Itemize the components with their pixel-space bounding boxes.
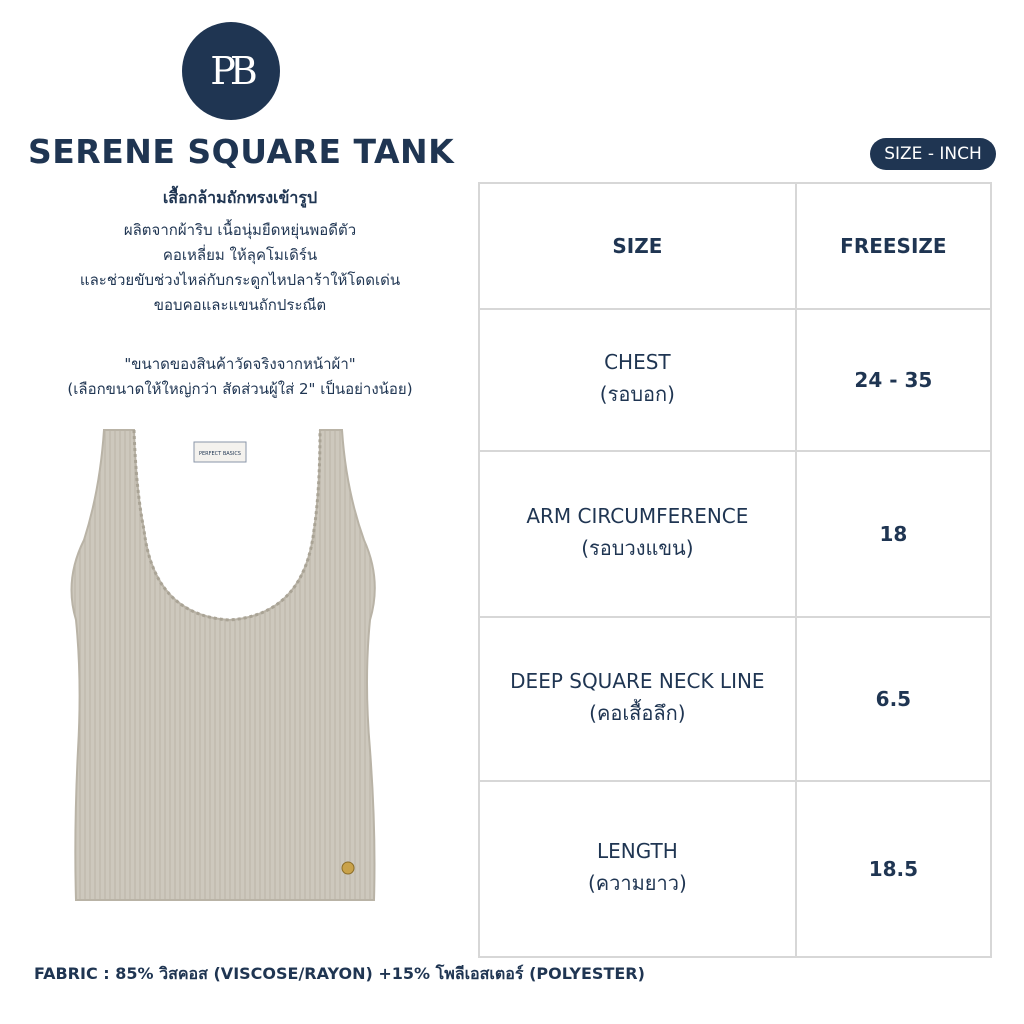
gold-emblem — [342, 862, 354, 874]
row-label-cell — [479, 309, 796, 451]
table-row — [479, 781, 991, 957]
size-unit-badge: SIZE - INCH — [870, 138, 996, 170]
row-value: 24 - 35 — [796, 309, 991, 451]
product-title: SERENE SQUARE TANK — [28, 132, 455, 171]
product-image — [64, 420, 394, 910]
tank-body — [72, 430, 375, 900]
row-label: CHEST — [604, 350, 671, 374]
table-header-row — [479, 183, 991, 309]
note-line: (เลือกขนาดให้ใหญ่กว่า สัดส่วนผู้ใส่ 2" เป็นอย่างน้อย) — [67, 380, 413, 398]
row-label: LENGTH — [596, 839, 678, 863]
brand-label-text: PERFECT BASICS — [199, 451, 241, 457]
fabric-composition: FABRIC : 85% วิสคอส (VISCOSE/RAYON) +15% โพลีเอสเตอร์ (POLYESTER) — [34, 964, 645, 983]
row-label-cell — [479, 617, 796, 781]
row-label-cell — [479, 451, 796, 617]
row-value: 18.5 — [796, 781, 991, 957]
description-line: ขอบคอและแขนถักประณีต — [153, 296, 327, 314]
row-value: 6.5 — [796, 617, 991, 781]
table-row — [479, 309, 991, 451]
row-label-cell — [479, 781, 796, 957]
row-label: ARM CIRCUMFERENCE — [526, 504, 749, 528]
description-line: คอเหลี่ยม ให้ลุคโมเดิร์น — [162, 246, 318, 264]
row-sublabel: (รอบวงแขน) — [581, 536, 694, 560]
size-chart-table — [478, 182, 992, 958]
measurement-note — [10, 352, 470, 402]
row-value: 18 — [796, 451, 991, 617]
header-size-label: SIZE — [479, 183, 796, 309]
description-line: และช่วยขับช่วงไหล่กับกระดูกไหปลาร้าให้โดดเด่น — [79, 271, 401, 289]
tank-top-illustration — [64, 420, 394, 910]
product-subtitle: เสื้อกล้ามถักทรงเข้ารูป — [162, 188, 318, 207]
header-freesize-label: FREESIZE — [796, 183, 991, 309]
brand-logo — [182, 22, 280, 120]
row-sublabel: (รอบอก) — [599, 382, 675, 406]
row-label: DEEP SQUARE NECK LINE — [510, 669, 765, 693]
product-description — [20, 218, 460, 318]
brand-logo-text: PB — [210, 49, 252, 93]
note-line: "ขนาดของสินค้าวัดจริงจากหน้าผ้า" — [124, 355, 356, 373]
table-row — [479, 451, 991, 617]
row-sublabel: (ความยาว) — [587, 871, 687, 895]
table-row — [479, 617, 991, 781]
description-line: ผลิตจากผ้าริบ เนื้อนุ่มยืดหยุ่นพอดีตัว — [123, 221, 357, 239]
row-sublabel: (คอเสื้อลึก) — [589, 701, 686, 725]
